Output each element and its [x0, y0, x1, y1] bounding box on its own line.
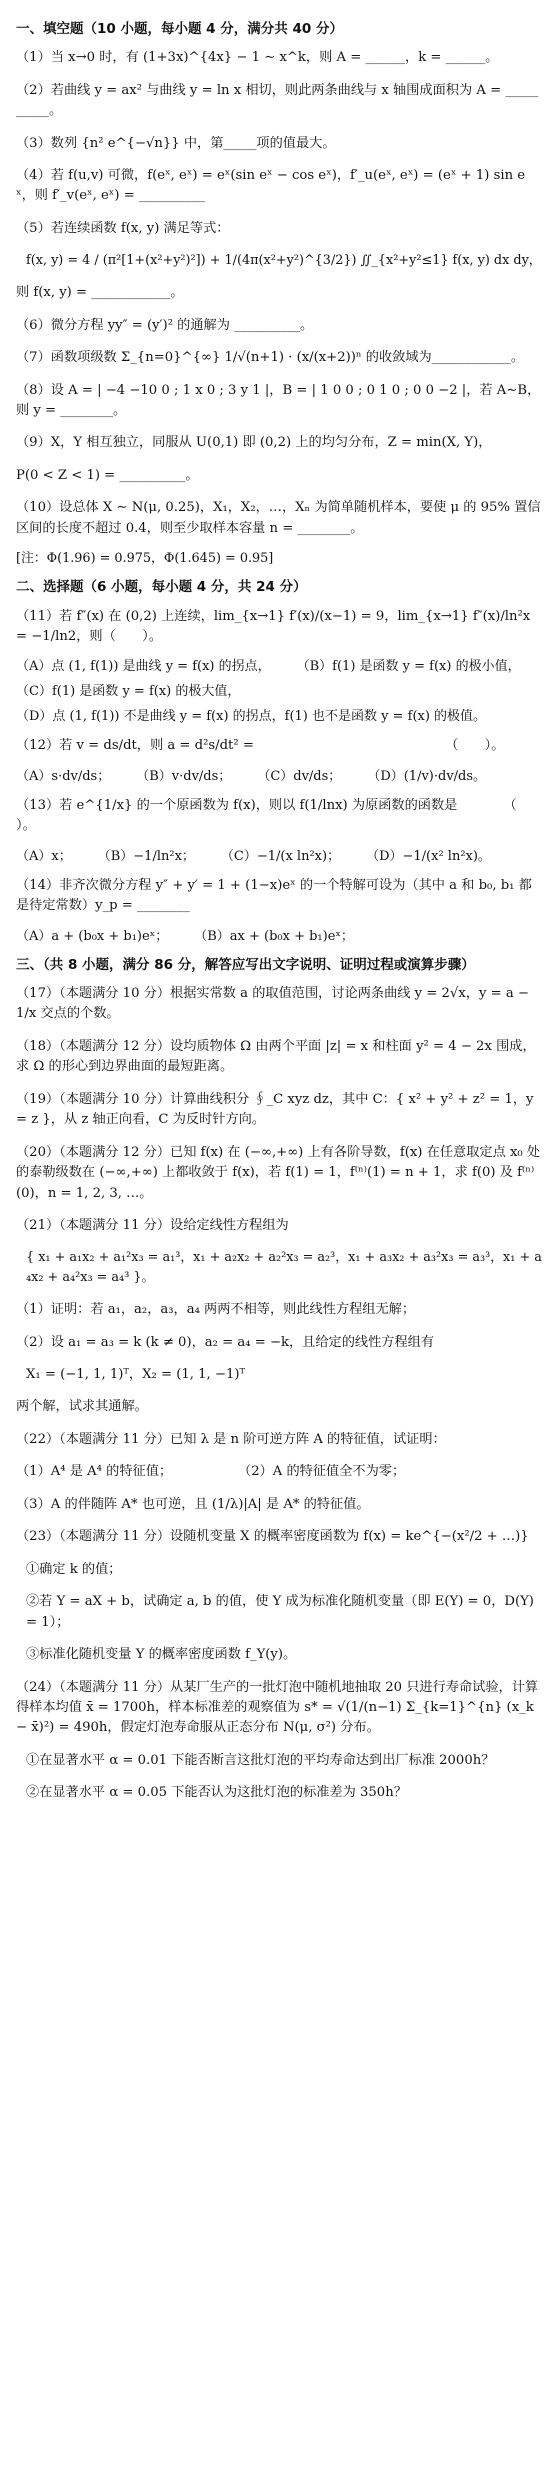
- answer-q22-part12: （1）A⁴ 是 A⁴ 的特征值； （2）A 的特征值全不为零；: [16, 1464, 406, 1480]
- choice-q11-option-c: （C）f(1) 是函数 y = f(x) 的极大值，: [16, 684, 241, 700]
- answer-q22-part3: （3）A 的伴随阵 A* 也可逆，且 (1/λ)|A| 是 A* 的特征值。: [16, 1496, 370, 1512]
- fill-q1: （1）当 x→0 时，有 (1+3x)^{4x} − 1 ∼ x^k，则 A = ______，k = ______。: [16, 50, 499, 66]
- answer-q21-solutions: X₁ = (−1, 1, 1)ᵀ，X₂ = (1, 1, −1)ᵀ: [26, 1367, 246, 1382]
- choice-q13-options: [16, 845, 542, 864]
- choice-q14-stem: （14）非齐次微分方程 y″ + y′ = 1 + (1−x)eˣ 的一个特解可设为（其中 a 和 b₀, b₁ 都是待定常数）y_p = ________: [16, 877, 532, 914]
- fill-q5-equation: f(x, y) = 4 / (π²[1+(x²+y²)²]) + 1/(4π(x²+y²)^{3/2}) ∬_{x²+y²≤1} f(x, y) dx dy，: [26, 253, 542, 269]
- choice-q14-option-a: （A）a + (b₀x + b₁)eˣ；: [16, 928, 169, 944]
- fill-q3: （3）数列 {n² e^{−√n}} 中，第_____项的值最大。: [16, 135, 336, 151]
- fill-q8: （8）设 A = | −4 −10 0 ; 1 x 0 ; 3 y 1 |，B = | 1 0 0 ; 0 1 0 ; 0 0 −2 |，若 A∼B，则 y = ________。: [16, 382, 541, 419]
- answer-q17: （17）（本题满分 10 分）根据实常数 a 的取值范围，讨论两条曲线 y = 2√x，y = a − 1/x 交点的个数。: [16, 985, 529, 1022]
- choice-q13-option-c: （C）−1/(x ln²x)；: [220, 848, 341, 864]
- choice-q12-option-a: （A）s·dv/ds；: [16, 768, 111, 784]
- answer-q21-ask: 两个解，试求其通解。: [16, 1399, 148, 1415]
- choice-q11-option-a: （A）点 (1, f(1)) 是曲线 y = f(x) 的拐点，: [16, 659, 271, 675]
- page-bottom-spacer: [16, 1816, 542, 1822]
- answer-q22-intro: （22）（本题满分 11 分）已知 λ 是 n 阶可逆方阵 A 的特征值，试证明：: [16, 1431, 446, 1447]
- choice-q14-option-b: （B）ax + (b₀x + b₁)eˣ；: [194, 928, 354, 944]
- choice-q13-option-d: （D）−1/(x² ln²x)。: [366, 848, 491, 864]
- section-title-fill: 一、填空题（10 小题，每小题 4 分，满分共 40 分）: [16, 21, 343, 37]
- answer-q19: （19）（本题满分 10 分）计算曲线积分 ∮_C xyz dz，其中 C：{ x² + y² + z² = 1，y = z }，从 z 轴正向看，C 为反时针方向。: [16, 1091, 534, 1128]
- answer-q23-part1: ①确定 k 的值；: [26, 1561, 122, 1577]
- answer-q24-part2: ②在显著水平 α = 0.05 下能否认为这批灯泡的标准差为 350h？: [26, 1785, 407, 1801]
- choice-q12-stem: （12）若 v = ds/dt，则 a = d²s/dt² = （ ）。: [16, 738, 505, 754]
- fill-q9-answer: P(0 < Z < 1) = __________。: [16, 467, 199, 483]
- answer-q24-part1: ①在显著水平 α = 0.01 下能否断言这批灯泡的平均寿命达到出厂标准 2000h？: [26, 1752, 495, 1768]
- choice-q13-stem: （13）若 e^{1/x} 的一个原函数为 f(x)，则以 f(1/lnx) 为原函数的函数是 （ ）。: [16, 797, 544, 834]
- choice-q12-option-b: （B）v·dv/ds；: [136, 768, 232, 784]
- choice-q11-option-d: （D）点 (1, f(1)) 不是曲线 y = f(x) 的拐点，f(1) 也不是函数 y = f(x) 的极值。: [16, 709, 487, 725]
- fill-q4: （4）若 f(u,v) 可微，f(eˣ, eˣ) = eˣ(sin eˣ − cos eˣ)，f′_u(eˣ, eˣ) = (eˣ + 1) sin eˣ，则 f′_v(eˣ, eˣ) = __________: [16, 168, 526, 204]
- fill-q10-note: [注：Φ(1.96) = 0.975，Φ(1.645) = 0.95]: [16, 551, 274, 567]
- choice-q13-option-b: （B）−1/ln²x；: [97, 848, 195, 864]
- choice-q14-options: [16, 925, 542, 944]
- choice-q11-stem: （11）若 f″(x) 在 (0,2) 上连续，lim_{x→1} f′(x)/(x−1) = 9，lim_{x→1} f″(x)/ln²x = −1/ln2，则（ ）。: [16, 608, 531, 644]
- fill-q6: （6）微分方程 yy″ = (y′)² 的通解为 __________。: [16, 317, 314, 333]
- answer-q21-part1: （1）证明：若 a₁，a₂，a₃，a₄ 两两不相等，则此线性方程组无解；: [16, 1302, 416, 1318]
- answer-q23-part3: ③标准化随机变量 Y 的概率密度函数 f_Y(y)。: [26, 1647, 297, 1663]
- fill-q9: （9）X，Y 相互独立，同服从 U(0,1) 即 (0,2) 上的均匀分布，Z = min(X, Y)，: [16, 435, 492, 451]
- fill-q5-answer: 则 f(x, y) = ____________。: [16, 285, 184, 301]
- choice-q12-option-d: （D）(1/v)·dv/ds。: [367, 768, 487, 784]
- fill-q2: （2）若曲线 y = ax² 与曲线 y = ln x 相切，则此两条曲线与 x 轴围成面积为 A = __________。: [16, 82, 539, 119]
- answer-q23-intro: （23）（本题满分 11 分）设随机变量 X 的概率密度函数为 f(x) = ke^{−(x²/2 + …)}: [16, 1529, 529, 1545]
- choice-q11-option-b: （B）f(1) 是函数 y = f(x) 的极小值，: [296, 659, 521, 675]
- fill-q10: （10）设总体 X ∼ N(μ, 0.25)，X₁，X₂，…，Xₙ 为简单随机样本，要使 μ 的 95% 置信区间的长度不超过 0.4，则至少取样本容量 n = ________。: [16, 500, 541, 536]
- section-title-choice: 二、选择题（6 小题，每小题 4 分，共 24 分）: [16, 579, 307, 596]
- answer-q18: （18）（本题满分 12 分）设均质物体 Ω 由两个平面 |z| = x 和柱面 y² = 4 − 2x 围成，求 Ω 的形心到边界曲面的最短距离。: [16, 1038, 536, 1075]
- answer-q20: （20）（本题满分 12 分）已知 f(x) 在 (−∞,+∞) 上有各阶导数，f(x) 在任意取定点 x₀ 处的泰勒级数在 (−∞,+∞) 上都收敛于 f(x)，若 f(1) = 1，f⁽ⁿ⁾(1) = n + 1，求 f(0) 及 f⁽ⁿ⁾(0)，n = 1, 2, 3, …。: [16, 1144, 541, 1201]
- section-title-answer: 三、（共 8 小题，满分 86 分，解答应写出文字说明、证明过程或演算步骤）: [16, 956, 475, 973]
- choice-q12-option-c: （C）dv/ds；: [257, 768, 342, 784]
- answer-q24-intro: （24）（本题满分 11 分）从某厂生产的一批灯泡中随机地抽取 20 只进行寿命试验，计算得样本均值 x̄ = 1700h，样本标准差的观察值为 s* = √(1/(n−1) Σ_{k=1}^{n} (x_k − x̄)²) = 490h，假定灯泡寿命服从正态分布 N(μ, σ²) 分布。: [16, 1679, 539, 1736]
- answer-q21-system: { x₁ + a₁x₂ + a₁²x₃ = a₁³，x₁ + a₂x₂ + a₂²x₃ = a₂³，x₁ + a₃x₂ + a₃²x₃ = a₃³，x₁ + a₄x₂ + a₄²x₃ = a₄³ }。: [26, 1250, 542, 1286]
- fill-q7: （7）函数项级数 Σ_{n=0}^{∞} 1/√(n+1) · (x/(x+2))ⁿ 的收敛域为____________。: [16, 350, 525, 366]
- answer-q21-intro: （21）（本题满分 11 分）设给定线性方程组为: [16, 1217, 289, 1233]
- choice-q12-options: [16, 765, 542, 784]
- answer-q23-part2: ②若 Y = aX + b，试确定 a, b 的值，使 Y 成为标准化随机变量（即 E(Y) = 0，D(Y) = 1）；: [26, 1594, 534, 1630]
- choice-q13-option-a: （A）x；: [16, 848, 72, 864]
- choice-q11-options: [16, 655, 542, 724]
- answer-q21-part2: （2）设 a₁ = a₃ = k (k ≠ 0)，a₂ = a₄ = −k，且给定的线性方程组有: [16, 1334, 435, 1350]
- fill-q5: （5）若连续函数 f(x, y) 满足等式：: [16, 220, 230, 236]
